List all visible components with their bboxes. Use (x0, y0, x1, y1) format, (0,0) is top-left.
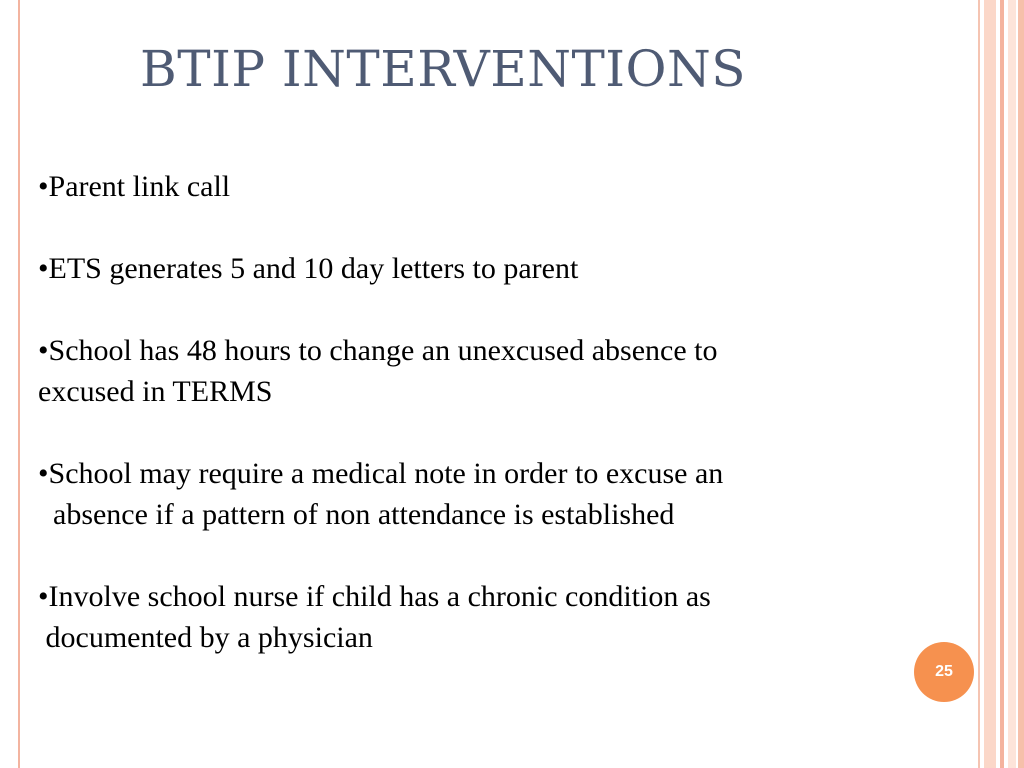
page-number-badge: 25 (914, 642, 974, 702)
bullet-list (38, 166, 968, 658)
left-border-decoration (0, 0, 20, 768)
stripe (1000, 0, 1004, 768)
bullet-item: •Involve school nurse if child has a chronic condition as documented by a physician (38, 580, 711, 654)
slide-title: BTIP INTERVENTIONS (140, 40, 747, 98)
bullet-item: •School has 48 hours to change an unexcused absence to excused in TERMS (38, 334, 718, 408)
stripe (978, 0, 980, 768)
bullet-item: •School may require a medical note in order to excuse an absence if a pattern of non attendance is established (38, 457, 724, 531)
stripe (1018, 0, 1024, 768)
bullet-item: •ETS generates 5 and 10 day letters to parent (38, 252, 579, 285)
stripe (984, 0, 996, 768)
bullet-item: •Parent link call (38, 170, 231, 203)
right-stripe-decoration (978, 0, 1024, 768)
stripe (1008, 0, 1016, 768)
